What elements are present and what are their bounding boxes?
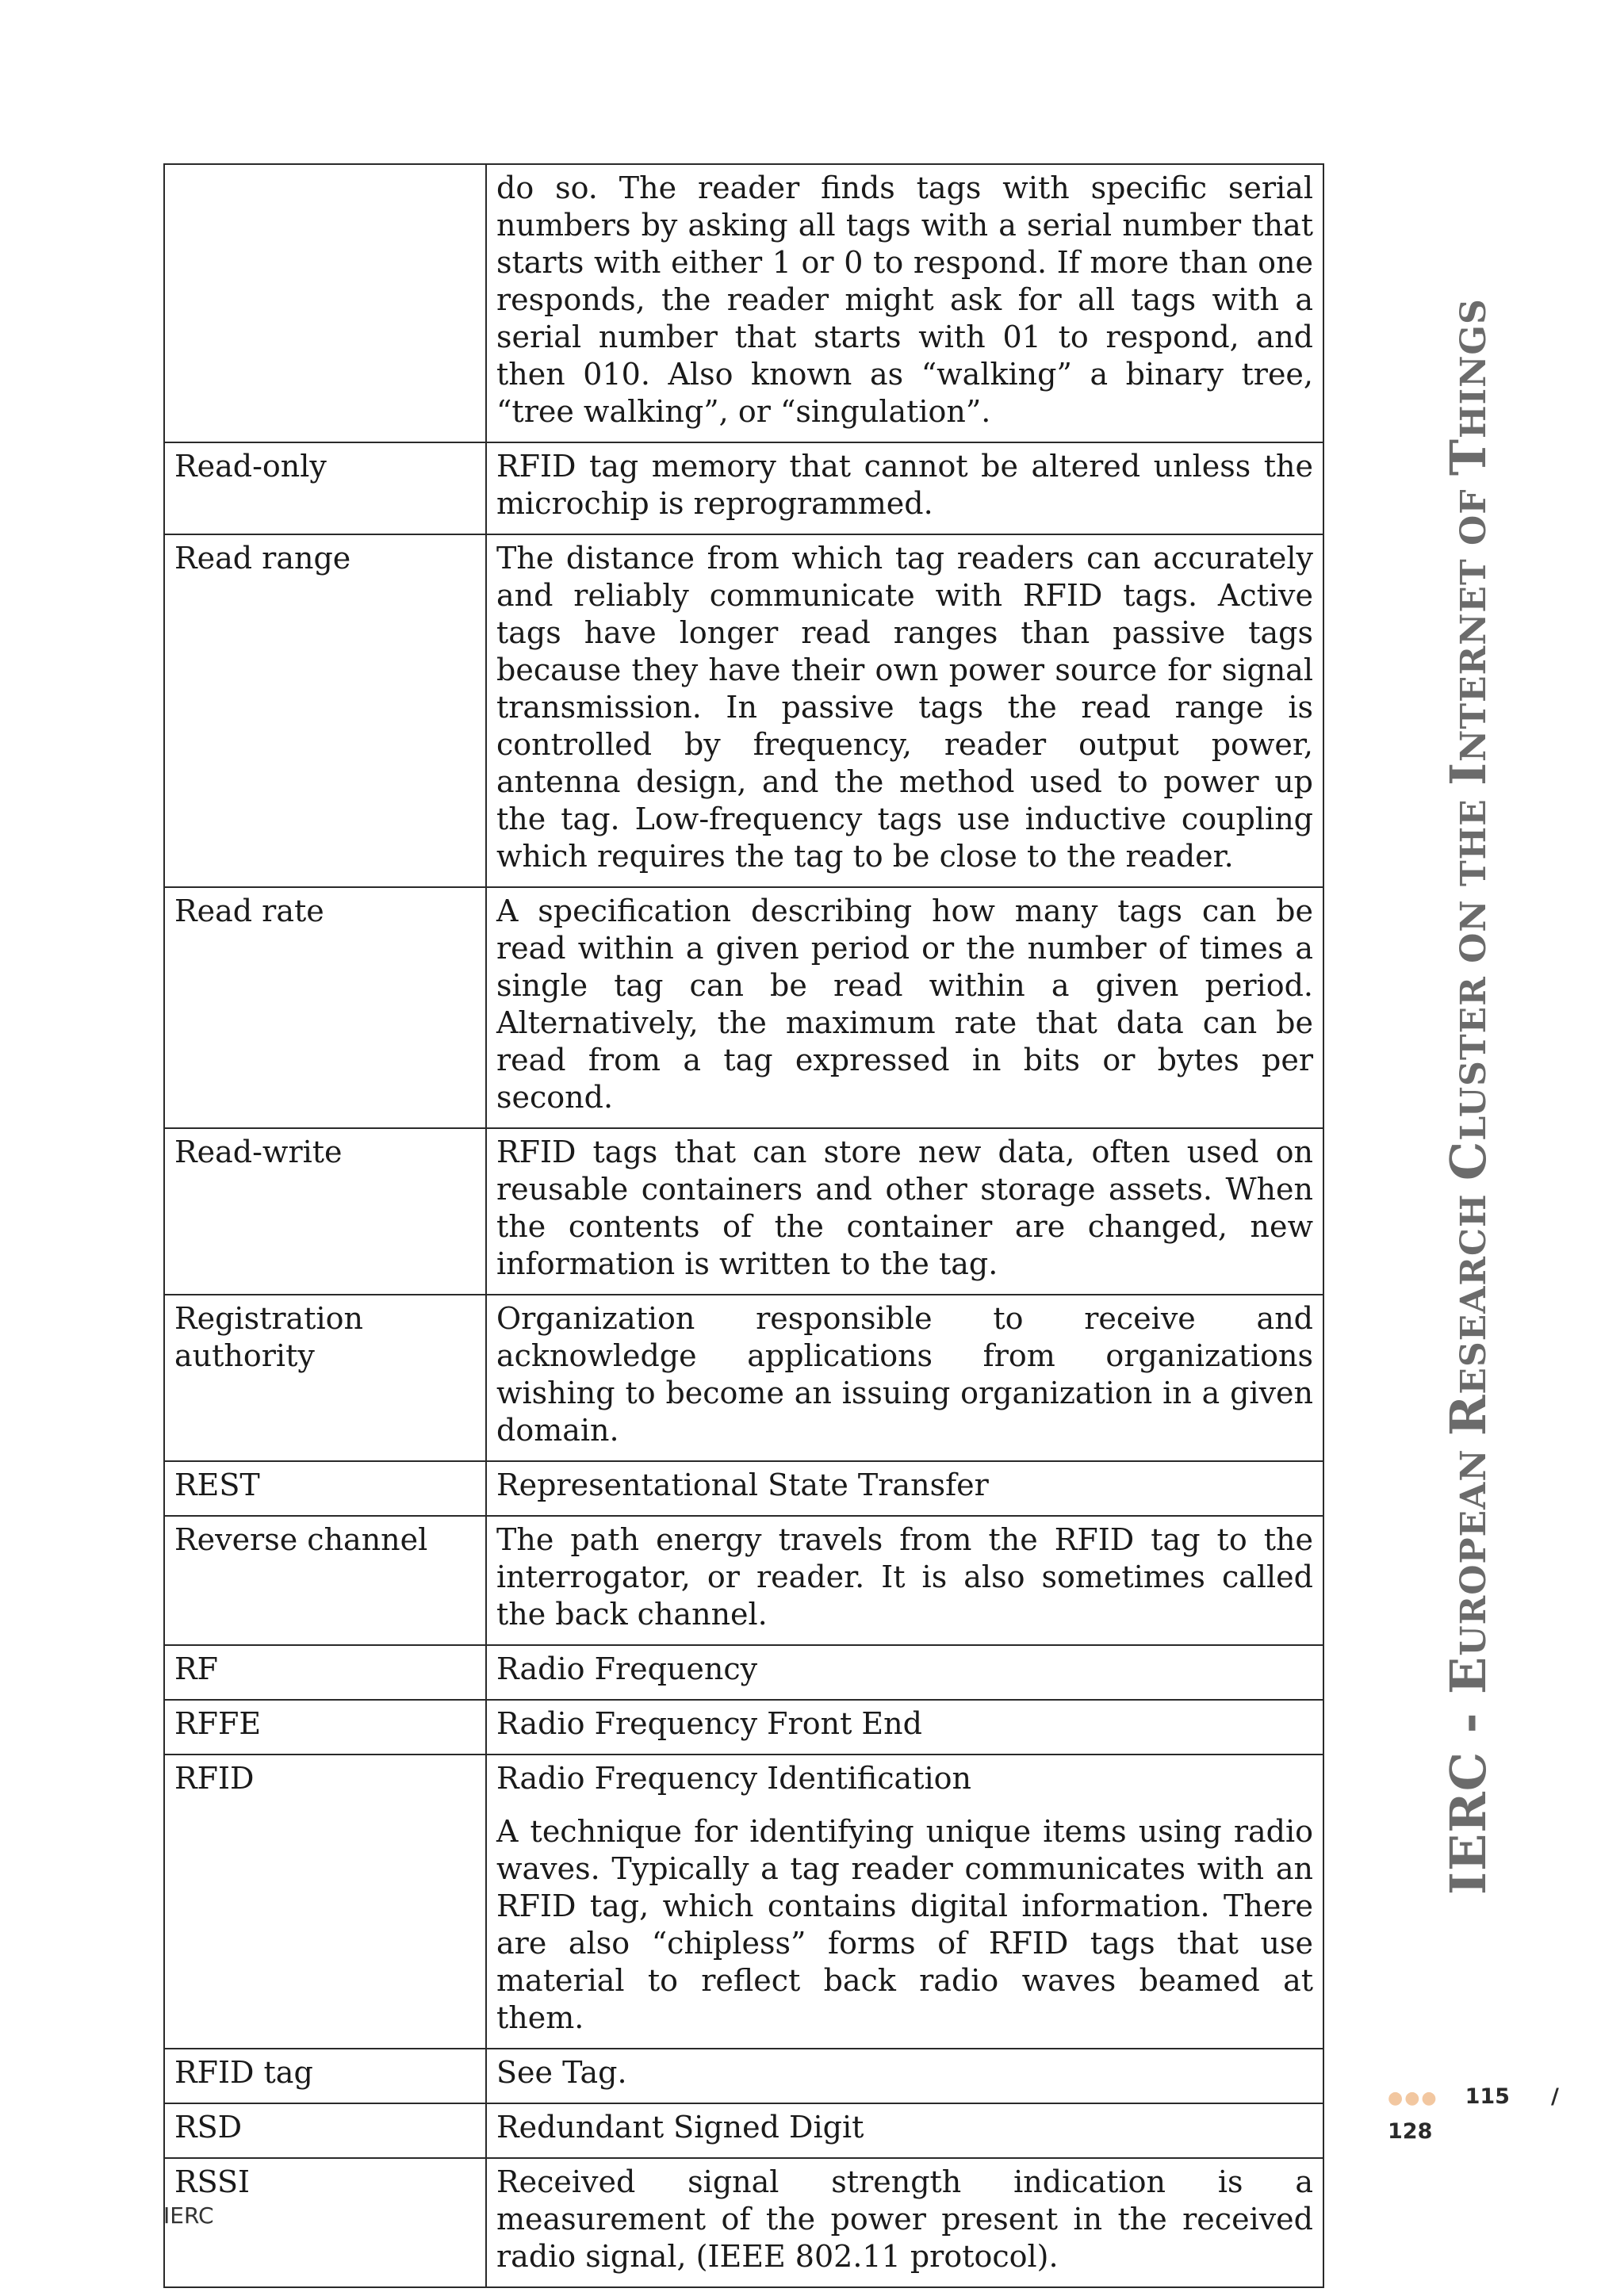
glossary-definition — [486, 1700, 1323, 1755]
definition-paragraph: See Tag. — [496, 2055, 627, 2090]
glossary-definition — [486, 1755, 1323, 2049]
glossary-row — [164, 1461, 1323, 1516]
glossary-row — [164, 2103, 1323, 2158]
glossary-definition — [486, 1645, 1323, 1700]
glossary-term: RFID tag — [164, 2049, 486, 2103]
definition-paragraph: The distance from which tag readers can accurately and reliably communicate with RFID tags. Active tags have longer read ranges than passive tags because they have their own power source for signal transmission. In passive tags the read range is controlled by frequency, reader output power, antenna design, and the method used to power up the tag. Low-frequency tags use inductive coupling which requires the tag to be close to the reader. — [496, 541, 1313, 874]
definition-paragraph: do so. The reader finds tags with specific serial numbers by asking all tags with a serial number that starts with either 1 or 0 to respond. If more than one responds, the reader might ask for all tags with a serial number that starts with 01 to respond, and then 010. Also known as “walking” a binary tree, “tree walking”, or “singulation”. — [496, 170, 1313, 429]
glossary-definition — [486, 1295, 1323, 1461]
definition-paragraph: The path energy travels from the RFID tag to the interrogator, or reader. It is also sometimes called the back channel. — [496, 1522, 1313, 1632]
glossary-term: Read-write — [164, 1128, 486, 1295]
glossary-definition — [486, 1461, 1323, 1516]
glossary-term: Registration authority — [164, 1295, 486, 1461]
glossary-definition — [486, 2049, 1323, 2103]
side-title: IERC - EUROPEAN RESEARCH CLUSTER ON THE INTERNET OF THINGS — [1439, 298, 1497, 1895]
glossary-table — [163, 163, 1324, 2288]
glossary-term: Reverse channel — [164, 1516, 486, 1645]
glossary-row — [164, 164, 1323, 442]
definition-paragraph: A specification describing how many tags can be read within a given period or the number of times a single tag can be read within a given period. Alternatively, the maximum rate that data can be read from a tag expressed in bits or bytes per second. — [496, 894, 1313, 1115]
glossary-row — [164, 1755, 1323, 2049]
glossary-body — [164, 164, 1323, 2287]
glossary-term: REST — [164, 1461, 486, 1516]
page-total: 128 — [1388, 2119, 1433, 2144]
glossary-definition — [486, 1516, 1323, 1645]
glossary-definition — [486, 1128, 1323, 1295]
definition-paragraph: A technique for identifying unique items using radio waves. Typically a tag reader communicates with an RFID tag, which contains digital information. There are also “chipless” forms of RFID tags that use material to reflect back radio waves beamed at them. — [496, 1814, 1313, 2035]
glossary-definition — [486, 2103, 1323, 2158]
glossary-row — [164, 1700, 1323, 1755]
glossary-term: RF — [164, 1645, 486, 1700]
glossary-term: Read-only — [164, 442, 486, 534]
glossary-row — [164, 534, 1323, 887]
glossary-term: Read rate — [164, 887, 486, 1128]
definition-paragraph: Redundant Signed Digit — [496, 2110, 864, 2145]
glossary-row — [164, 1295, 1323, 1461]
glossary-term — [164, 164, 486, 442]
definition-paragraph: Representational State Transfer — [496, 1468, 989, 1502]
glossary-definition — [486, 534, 1323, 887]
glossary-definition — [486, 2158, 1323, 2287]
glossary-term: RFID — [164, 1755, 486, 2049]
glossary-term: RSD — [164, 2103, 486, 2158]
glossary-row — [164, 2049, 1323, 2103]
decorative-dots-icon: ●●● — [1388, 2088, 1438, 2108]
definition-paragraph: Radio Frequency — [496, 1651, 758, 1686]
definition-paragraph: RFID tag memory that cannot be altered unless the microchip is reprogrammed. — [496, 449, 1313, 521]
glossary-row — [164, 1516, 1323, 1645]
glossary-definition — [486, 442, 1323, 534]
definition-paragraph: Radio Frequency Identification — [496, 1761, 971, 1796]
glossary-row — [164, 887, 1323, 1128]
definition-paragraph: RFID tags that can store new data, often used on reusable containers and other storage assets. When the contents of the container are changed, new information is written to the tag. — [496, 1135, 1313, 1281]
glossary-definition — [486, 887, 1323, 1128]
glossary-term: RSSI — [164, 2158, 486, 2287]
glossary-definition — [486, 164, 1323, 442]
glossary-row — [164, 2158, 1323, 2287]
page-separator: / — [1550, 2084, 1559, 2109]
glossary-row — [164, 442, 1323, 534]
definition-paragraph: Received signal strength indication is a measurement of the power present in the received radio signal, (IEEE 802.11 protocol). — [496, 2164, 1313, 2274]
footer-label: IERC — [163, 2202, 214, 2229]
glossary-row — [164, 1645, 1323, 1700]
glossary-term: Read range — [164, 534, 486, 887]
definition-paragraph: Organization responsible to receive and acknowledge applications from organizations wishing to become an issuing organization in a given domain. — [496, 1301, 1313, 1448]
glossary-row — [164, 1128, 1323, 1295]
glossary-term: RFFE — [164, 1700, 486, 1755]
definition-paragraph: Radio Frequency Front End — [496, 1706, 922, 1741]
page-current: 115 — [1465, 2084, 1510, 2109]
page-number — [1388, 2080, 1570, 2149]
